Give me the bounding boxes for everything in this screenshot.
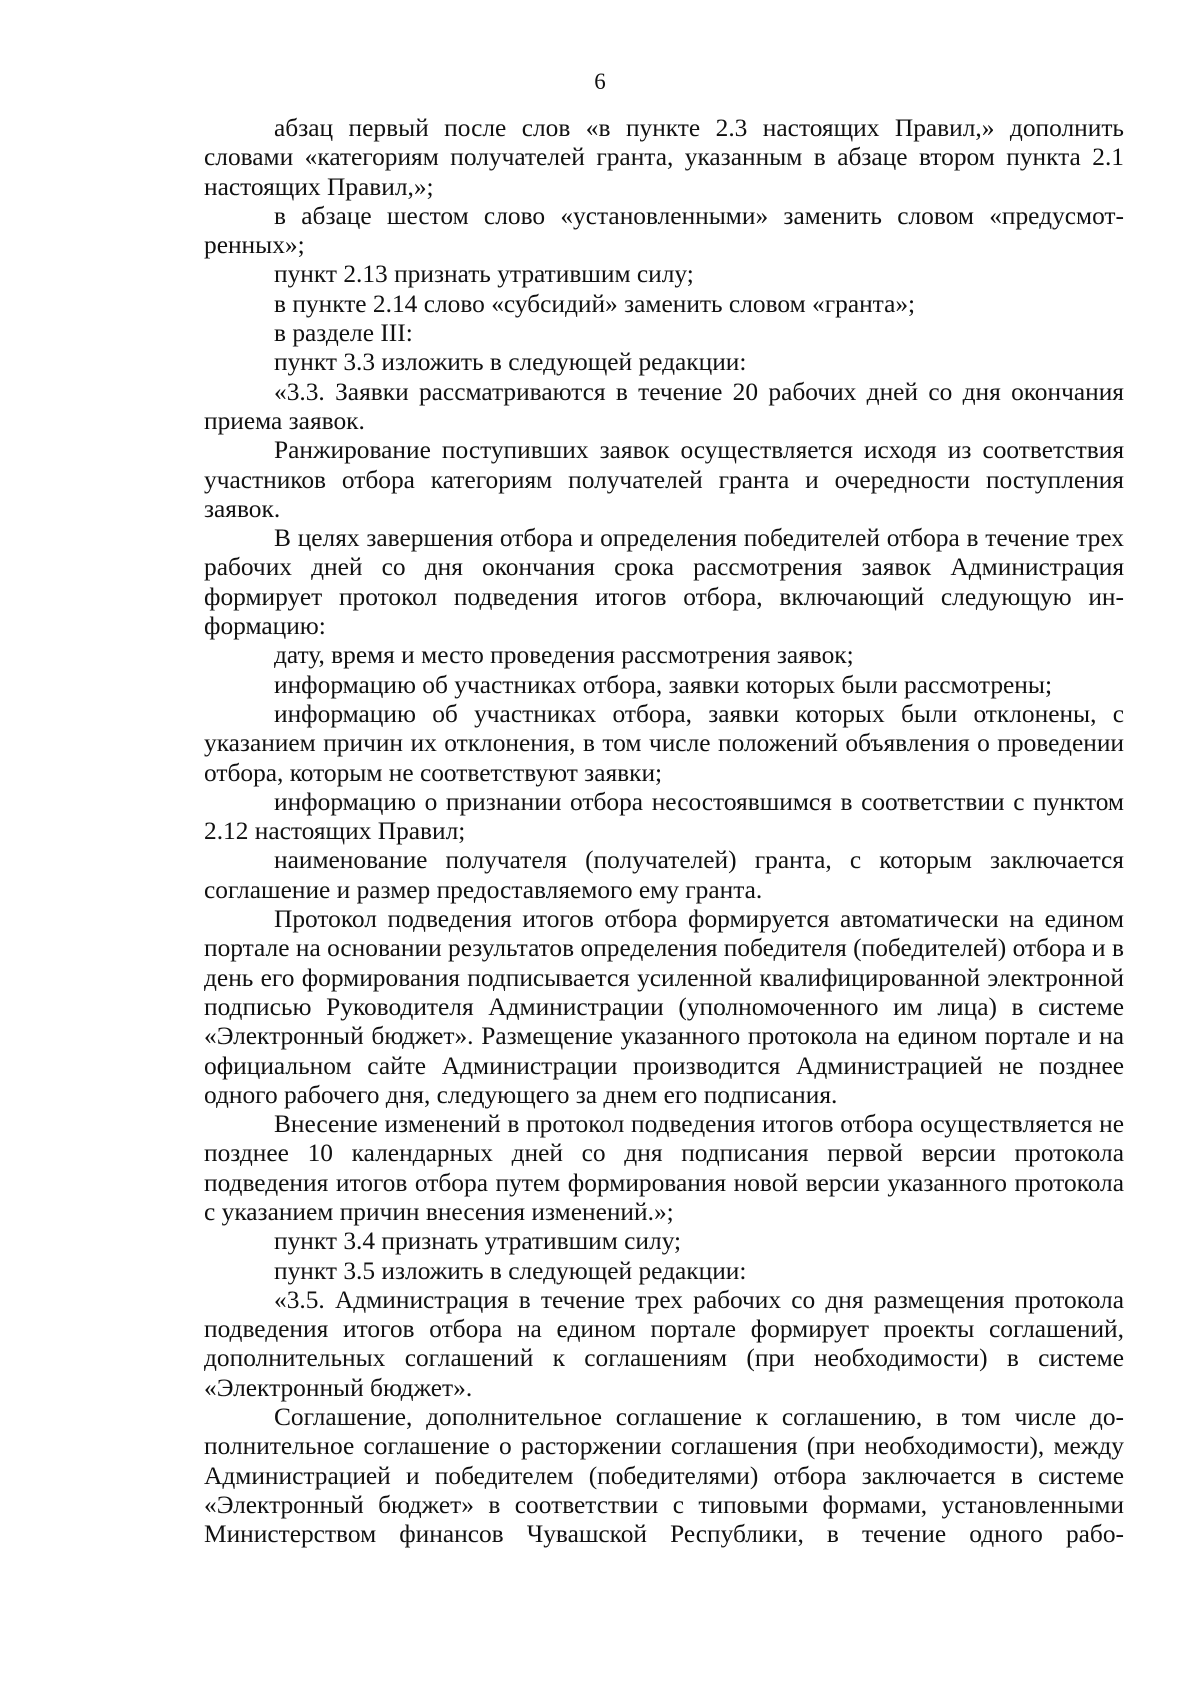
paragraph: В целях завершения отбора и определения победителей отбора в течение трех рабочих дней со дня окончания срока рассмотрения заявок Администрация формирует протокол подведения итогов отбора, включающий следующую информацию: (204, 524, 1124, 641)
paragraph: информацию о признании отбора несостоявшимся в соответствии с пунктом 2.12 настоящих Правил; (204, 787, 1124, 846)
paragraph: Ранжирование поступивших заявок осуществляется исходя из соответствия участников отбора категориям получателей гранта и очередности поступления заявок. (204, 436, 1124, 523)
paragraph: Соглашение, дополнительное соглашение к соглашению, в том числе дополнительное соглашение о расторжении соглашения (при необходимости), между Администрацией и победителем (победителями) отбора заключается в системе «Электронный бюджет» в соответствии с типовыми формами, установленными Министерством финансов Чувашской Республики, в течение одного рабо- (204, 1403, 1124, 1549)
paragraph: абзац первый после слов «в пункте 2.3 настоящих Правил,» дополнить словами «категориям получателей гранта, указанным в абзаце втором пункта 2.1 настоящих Правил,»; (204, 114, 1124, 201)
paragraph: в пункте 2.14 слово «субсидий» заменить словом «гранта»; (274, 289, 916, 318)
paragraph: «3.5. Администрация в течение трех рабочих со дня размещения протокола подведения итогов отбора на едином портале формирует проекты соглашений, дополнительных соглашений к соглашениям (при необходимости) в системе «Электронный бюджет». (204, 1285, 1124, 1402)
paragraph: пункт 3.5 изложить в следующей редакции: (274, 1256, 747, 1285)
paragraph: информацию об участниках отбора, заявки которых были отклонены, с указанием причин их отклонения, в том числе положений объявления о проведении отбора, которым не соответствуют заявки; (204, 699, 1124, 787)
paragraph: в разделе III: (274, 319, 413, 348)
paragraph: в абзаце шестом слово «установленными» заменить словом «предусмотренных»; (204, 201, 1124, 260)
paragraph: Протокол подведения итогов отбора формируется автоматически на едином портале на основании результатов определения победителя (победителей) отбора и в день его формирования подписывается усиленной квалифицированной электронной подписью Руководителя Администрации (уполномоченного им лица) в системе «Электронный бюджет». Размещение указанного протокола на едином портале и на официальном сайте Администрации производится Администрацией не позднее одного рабочего дня, следующего за днем его подписания. (204, 905, 1124, 1109)
document-body (204, 114, 1124, 1550)
page-number: 6 (594, 69, 606, 94)
paragraph: наименование получателя (получателей) гранта, с которым заключается соглашение и размер предоставляемого ему гранта. (204, 846, 1124, 904)
paragraph: Внесение изменений в протокол подведения итогов отбора осуществляется не позднее 10 календарных дней со дня подписания первой версии протокола подведения итогов отбора путем формирования новой версии указанного протокола с указанием причин внесения изменений.»; (204, 1110, 1124, 1226)
paragraph: пункт 2.13 признать утратившим силу; (274, 260, 694, 289)
paragraph: информацию об участниках отбора, заявки которых были рассмотрены; (274, 670, 1053, 699)
paragraph: дату, время и место проведения рассмотрения заявок; (274, 641, 854, 670)
paragraph: «3.3. Заявки рассматриваются в течение 20 рабочих дней со дня окончания приема заявок. (204, 377, 1124, 435)
paragraph: пункт 3.4 признать утратившим силу; (274, 1227, 682, 1256)
paragraph: пункт 3.3 изложить в следующей редакции: (274, 348, 747, 377)
